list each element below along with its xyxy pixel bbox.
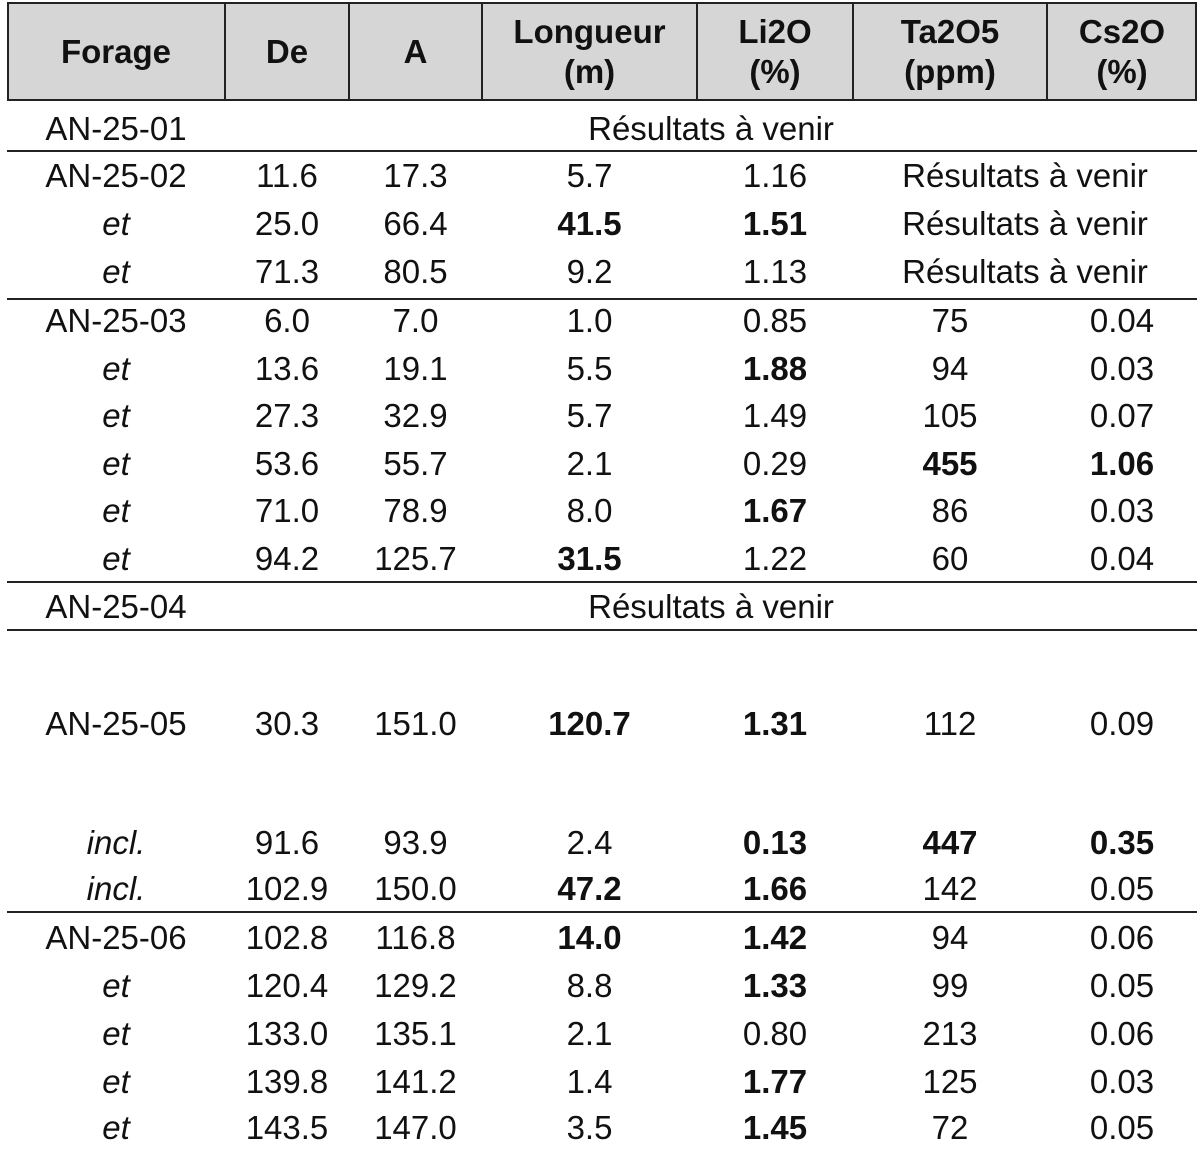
li2o-cell: 1.49 — [742, 397, 808, 434]
de-cell: 71.0 — [254, 492, 320, 529]
de-cell: 102.8 — [245, 919, 329, 956]
a-cell: 32.9 — [383, 397, 448, 434]
cs2o-cell: 1.06 — [1089, 445, 1155, 482]
li2o-cell: 1.13 — [742, 253, 808, 290]
header-divider — [1046, 2, 1048, 101]
forage-cell: AN-25-06 — [45, 919, 187, 956]
longueur-cell: 5.7 — [566, 157, 613, 194]
forage-cell: et — [102, 1109, 130, 1146]
header-unit: (%) — [1096, 52, 1148, 90]
ta2o5-cell: 112 — [923, 705, 977, 742]
header-label: Ta2O5 — [900, 12, 1000, 50]
a-cell: 135.1 — [374, 1015, 457, 1052]
de-cell: 25.0 — [254, 205, 320, 242]
a-cell: 80.5 — [383, 253, 448, 290]
longueur-cell: 2.1 — [566, 445, 613, 482]
de-cell: 139.8 — [245, 1063, 329, 1100]
de-cell: 13.6 — [254, 350, 320, 387]
header-divider — [852, 2, 854, 101]
ta2o5-cell: 105 — [922, 397, 978, 434]
a-cell: 66.4 — [383, 205, 448, 242]
pending-results-cell: Résultats à venir — [902, 205, 1148, 242]
a-cell: 93.9 — [383, 824, 448, 861]
li2o-cell: 1.51 — [742, 205, 808, 242]
li2o-cell: 1.42 — [742, 919, 808, 956]
longueur-cell: 2.4 — [566, 824, 613, 861]
longueur-cell: 5.5 — [566, 350, 613, 387]
header-de — [225, 2, 349, 101]
header-label: A — [403, 32, 428, 70]
longueur-cell: 47.2 — [557, 870, 622, 907]
pending-results-cell: Résultats à venir — [588, 588, 834, 625]
li2o-cell: 1.67 — [742, 492, 808, 529]
longueur-cell: 1.0 — [566, 302, 613, 339]
a-cell: 129.2 — [374, 967, 457, 1004]
forage-cell: et — [102, 205, 130, 242]
header-label: Li2O — [738, 12, 812, 50]
ta2o5-cell: 447 — [922, 824, 978, 861]
header-forage — [7, 2, 225, 101]
header-divider — [224, 2, 226, 101]
de-cell: 102.9 — [245, 870, 329, 907]
de-cell: 27.3 — [254, 397, 320, 434]
forage-cell: et — [102, 350, 130, 387]
cs2o-cell: 0.05 — [1089, 870, 1155, 907]
de-cell: 120.4 — [245, 967, 329, 1004]
longueur-cell: 3.5 — [566, 1109, 613, 1146]
header-unit: (ppm) — [904, 52, 996, 90]
pending-results-cell: Résultats à venir — [902, 253, 1148, 290]
a-cell: 151.0 — [374, 705, 457, 742]
header-label: Forage — [60, 32, 172, 70]
forage-cell: et — [102, 253, 130, 290]
forage-cell: et — [102, 1063, 130, 1100]
a-cell: 147.0 — [374, 1109, 457, 1146]
header-ta2o5 — [853, 2, 1047, 101]
de-cell: 133.0 — [245, 1015, 329, 1052]
cs2o-cell: 0.04 — [1089, 540, 1155, 577]
a-cell: 116.8 — [375, 919, 456, 956]
li2o-cell: 0.85 — [742, 302, 808, 339]
ta2o5-cell: 125 — [922, 1063, 978, 1100]
header-unit: (%) — [749, 52, 801, 90]
li2o-cell: 1.22 — [742, 540, 808, 577]
de-cell: 143.5 — [245, 1109, 329, 1146]
a-cell: 19.1 — [383, 350, 448, 387]
forage-cell: et — [102, 1015, 130, 1052]
ta2o5-cell: 94 — [931, 350, 969, 387]
li2o-cell: 1.66 — [742, 870, 808, 907]
forage-cell: et — [102, 967, 130, 1004]
longueur-cell: 14.0 — [557, 919, 622, 956]
ta2o5-cell: 213 — [922, 1015, 978, 1052]
longueur-cell: 41.5 — [557, 205, 622, 242]
li2o-cell: 1.77 — [742, 1063, 808, 1100]
li2o-cell: 1.16 — [742, 157, 808, 194]
pending-results-cell: Résultats à venir — [902, 157, 1148, 194]
ta2o5-cell: 60 — [931, 540, 969, 577]
longueur-cell: 8.8 — [566, 967, 613, 1004]
header-a — [349, 2, 482, 101]
de-cell: 6.0 — [264, 302, 310, 339]
header-longueur — [482, 2, 697, 101]
ta2o5-cell: 94 — [931, 919, 969, 956]
forage-cell: AN-25-02 — [45, 157, 187, 194]
header-label: De — [265, 32, 309, 70]
li2o-cell: 1.31 — [742, 705, 808, 742]
a-cell: 17.3 — [383, 157, 448, 194]
forage-cell: incl. — [86, 870, 146, 907]
a-cell: 7.0 — [392, 302, 439, 339]
longueur-cell: 5.7 — [566, 397, 613, 434]
ta2o5-cell: 75 — [931, 302, 969, 339]
longueur-cell: 9.2 — [566, 253, 613, 290]
forage-cell: AN-25-03 — [45, 302, 187, 339]
header-divider — [481, 2, 483, 101]
forage-cell: AN-25-04 — [45, 588, 187, 625]
li2o-cell: 0.80 — [742, 1015, 808, 1052]
de-cell: 91.6 — [254, 824, 320, 861]
longueur-cell: 1.4 — [566, 1063, 613, 1100]
forage-cell: AN-25-01 — [45, 110, 187, 147]
de-cell: 71.3 — [254, 253, 320, 290]
header-cs2o — [1047, 2, 1197, 101]
forage-cell: AN-25-05 — [45, 705, 187, 742]
forage-cell: et — [102, 445, 130, 482]
cs2o-cell: 0.04 — [1089, 302, 1155, 339]
de-cell: 53.6 — [254, 445, 320, 482]
header-divider — [696, 2, 698, 101]
ta2o5-cell: 99 — [931, 967, 969, 1004]
cs2o-cell: 0.05 — [1089, 1109, 1155, 1146]
li2o-cell: 1.88 — [742, 350, 808, 387]
li2o-cell: 0.29 — [742, 445, 808, 482]
cs2o-cell: 0.09 — [1089, 705, 1155, 742]
li2o-cell: 1.33 — [742, 967, 808, 1004]
forage-cell: et — [102, 397, 130, 434]
header-label: Cs2O — [1078, 12, 1166, 50]
cs2o-cell: 0.06 — [1089, 919, 1155, 956]
longueur-cell: 120.7 — [548, 705, 631, 742]
drill-results-table — [7, 0, 1197, 1148]
a-cell: 78.9 — [383, 492, 448, 529]
longueur-cell: 8.0 — [566, 492, 613, 529]
header-unit: (m) — [563, 52, 616, 90]
longueur-cell: 31.5 — [557, 540, 622, 577]
forage-cell: et — [102, 540, 130, 577]
ta2o5-cell: 455 — [922, 445, 978, 482]
header-li2o — [697, 2, 853, 101]
a-cell: 150.0 — [374, 870, 457, 907]
cs2o-cell: 0.35 — [1089, 824, 1155, 861]
forage-cell: incl. — [86, 824, 146, 861]
cs2o-cell: 0.05 — [1089, 967, 1155, 1004]
a-cell: 141.2 — [374, 1063, 457, 1100]
header-divider — [348, 2, 350, 101]
de-cell: 94.2 — [254, 540, 320, 577]
forage-cell: et — [102, 492, 130, 529]
cs2o-cell: 0.06 — [1089, 1015, 1155, 1052]
pending-results-cell: Résultats à venir — [588, 110, 834, 147]
cs2o-cell: 0.07 — [1089, 397, 1155, 434]
cs2o-cell: 0.03 — [1089, 1063, 1155, 1100]
de-cell: 11.6 — [256, 157, 318, 194]
cs2o-cell: 0.03 — [1089, 492, 1155, 529]
li2o-cell: 1.45 — [742, 1109, 808, 1146]
ta2o5-cell: 86 — [931, 492, 969, 529]
cs2o-cell: 0.03 — [1089, 350, 1155, 387]
de-cell: 30.3 — [254, 705, 320, 742]
ta2o5-cell: 142 — [922, 870, 978, 907]
li2o-cell: 0.13 — [742, 824, 808, 861]
a-cell: 55.7 — [383, 445, 448, 482]
header-label: Longueur — [513, 12, 666, 50]
ta2o5-cell: 72 — [931, 1109, 969, 1146]
longueur-cell: 2.1 — [566, 1015, 613, 1052]
a-cell: 125.7 — [374, 540, 457, 577]
